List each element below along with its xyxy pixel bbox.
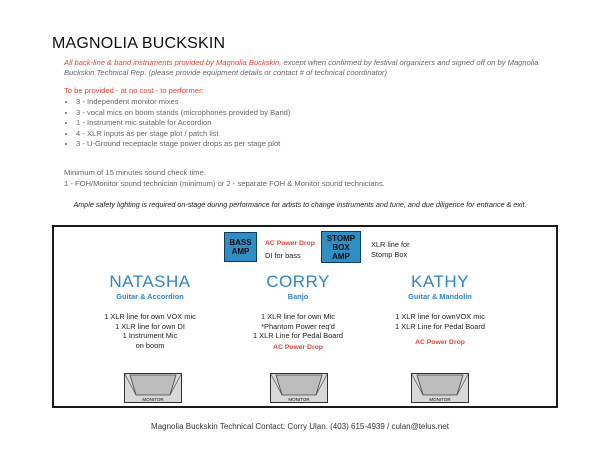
performer-name: NATASHA	[109, 272, 191, 291]
performer-role: Guitar & Accordion	[116, 292, 184, 301]
bass-amp-label: BASS AMP	[229, 238, 252, 256]
performer-role: Guitar & Mandolin	[408, 292, 472, 301]
monitor-wedge-icon	[411, 373, 469, 403]
performer-corry	[238, 272, 358, 351]
bass-power-drop: AC Power Drop	[265, 240, 315, 247]
notice-text: except when confirmed by festival organizers and signed off on by Magnolia Buckskin Technical Rep. (please provide equipment details or contact # of technical coordinator)	[64, 58, 539, 77]
line-item: 1 XLR line for own Mic	[261, 312, 335, 321]
corry-power-drop: AC Power Drop	[273, 343, 323, 351]
list-item: • 3 - vocal mics on boom stands (microphones provided by Band)	[76, 108, 290, 119]
provided-list	[62, 97, 290, 150]
line-item: 1 XLR line for own VOX mic	[104, 312, 196, 321]
line-item: 1 XLR Line for Pedal Board	[395, 321, 485, 331]
performer-lines	[238, 312, 358, 341]
technical-contact-footer: Magnolia Buckskin Technical Contact: Corry Ulan. (403) 615-4939 / culan@telus.net	[151, 422, 449, 431]
backline-notice	[64, 58, 554, 78]
sound-check-line: Minimum of 15 minutes sound check time.	[64, 168, 206, 177]
monitor-wedge-icon	[124, 373, 182, 403]
di-bass-label: DI for bass	[265, 251, 301, 260]
stomp-box-amp-box	[321, 231, 361, 263]
page-title: MAGNOLIA BUCKSKIN	[52, 35, 226, 52]
monitor-label: MONITOR	[288, 397, 310, 402]
line-item: on boom	[135, 340, 165, 350]
bass-amp-box	[224, 232, 257, 262]
monitor-label: MONITOR	[429, 397, 451, 402]
kathy-power-drop: AC Power Drop	[415, 339, 465, 346]
line-item: 1 XLR line for ownVOX mic	[395, 312, 485, 321]
line-item: 1 Instrument Mic	[122, 331, 178, 340]
line-item: *Phantom Power req'd	[261, 321, 335, 331]
line-item: 1 XLR Line for Pedal Board	[253, 331, 343, 340]
list-item: • 1 - Instrument mic suitable for Accordion	[76, 118, 290, 129]
technician-line: 1 - FOH/Monitor sound technician (minimum) or 2 - separate FOH & Monitor sound technicians.	[64, 178, 385, 188]
performer-name: CORRY	[266, 272, 330, 291]
performer-role: Banjo	[287, 292, 309, 301]
performer-kathy	[380, 272, 500, 346]
list-item: • 4 - XLR inputs as per stage plot / patch list	[76, 129, 290, 140]
monitor-wedge-icon	[270, 373, 328, 403]
monitor-label: MONITOR	[142, 397, 164, 402]
list-item: • 3 - Independent monitor mixes	[76, 97, 290, 108]
provided-heading: To be provided - at no cost - to performer:	[64, 86, 204, 95]
sound-check-info	[64, 168, 385, 189]
stomp-box-amp-label: STOMP BOX AMP	[326, 233, 356, 261]
list-item: • 3 - U-Ground receptacle stage power drops as per stage plot	[76, 139, 290, 150]
line-item: 1 XLR line for own DI	[115, 321, 185, 331]
performer-lines	[90, 312, 210, 350]
performer-name: KATHY	[411, 272, 469, 291]
performer-natasha	[90, 272, 210, 350]
notice-highlight: All back-line & band instruments provided by Magnolia Buckskin,	[64, 58, 282, 67]
safety-lighting-note: Ample safety lighting is required on-stage during performance for artists to change instruments and tune, and due diligence for entrance & exit.	[73, 200, 527, 209]
xlr-stomp-label: XLR line for Stomp Box	[371, 240, 410, 259]
performer-lines	[380, 312, 500, 331]
